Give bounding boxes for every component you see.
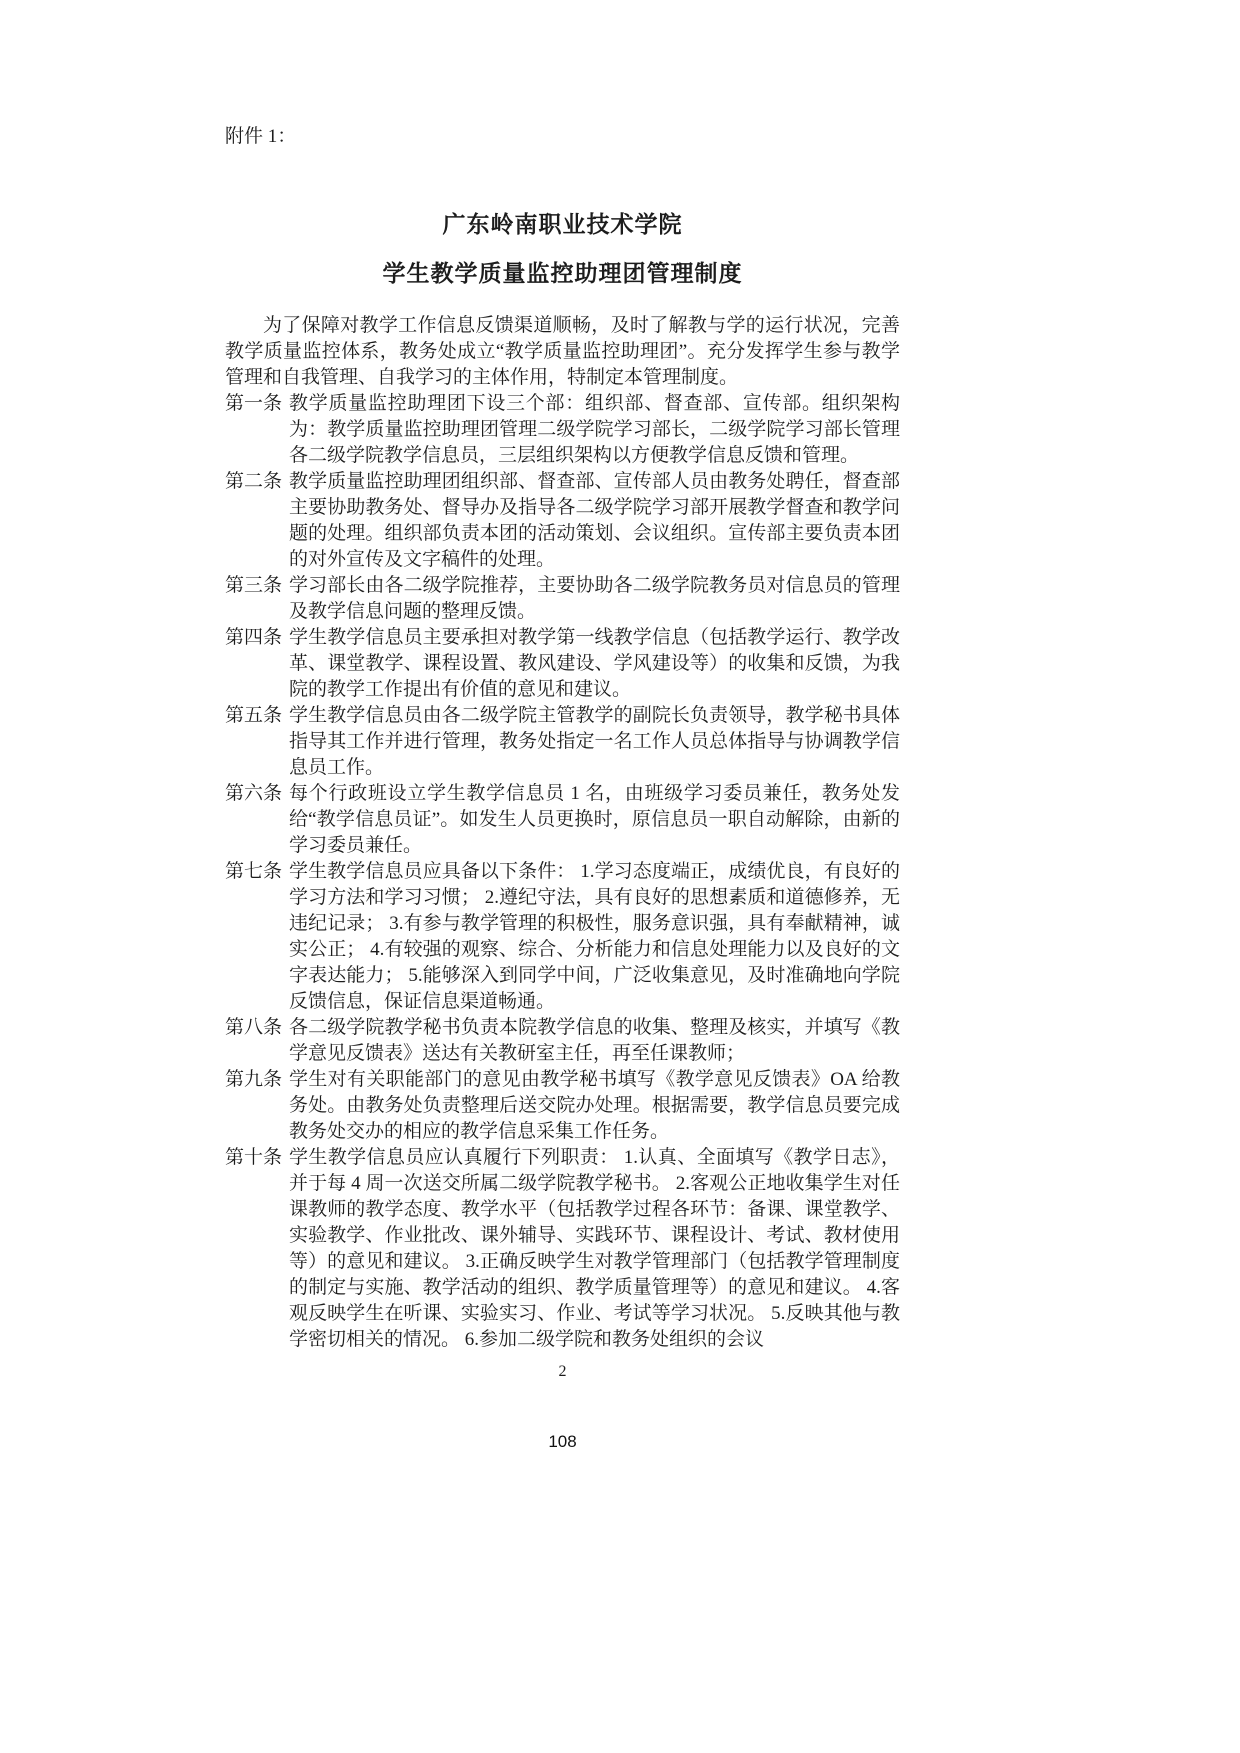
article-label: 第三条 — [225, 575, 283, 596]
article-label: 第四条 — [225, 627, 283, 648]
article-text: 学生教学信息员应具备以下条件： 1.学习态度端正，成绩优良，有良好的学习方法和学习习惯； 2.遵纪守法，具有良好的思想素质和道德修养，无违纪记录； 3.有参与教学管理的积极性，服务意识强，具有奉献精神，诚实公正； 4.有较强的观察、综合、分析能力和信息处理能力以及良好的文字表达能力； 5.能够深入到同学中间，广泛收集意见，及时准确地向学院反馈信息，保证信息渠道畅通。 — [289, 861, 900, 1012]
article-item-3 — [225, 573, 900, 625]
article-text: 每个行政班设立学生教学信息员 1 名，由班级学习委员兼任，教务处发给“教学信息员证”。如发生人员更换时，原信息员一职自动解除，由新的学习委员兼任。 — [289, 783, 900, 856]
document-subtitle: 学生教学质量监控助理团管理制度 — [382, 261, 743, 286]
article-text: 教学质量监控助理团下设三个部：组织部、督查部、宣传部。组织架构为：教学质量监控助理团管理二级学院学习部长，二级学院学习部长管理各二级学院教学信息员，三层组织架构以方便教学信息反馈和管理。 — [289, 393, 900, 466]
article-label: 第八条 — [225, 1017, 283, 1038]
document-title: 广东岭南职业技术学院 — [442, 212, 683, 237]
article-label: 第七条 — [225, 861, 283, 882]
article-text: 学生对有关职能部门的意见由教学秘书填写《教学意见反馈表》OA 给教务处。由教务处负责整理后送交院办处理。根据需要，教学信息员要完成教务处交办的相应的教学信息采集工作任务。 — [289, 1069, 900, 1142]
article-text: 各二级学院教学秘书负责本院教学信息的收集、整理及核实，并填写《教学意见反馈表》送达有关教研室主任，再至任课教师； — [289, 1017, 900, 1064]
article-item-7 — [225, 859, 900, 1015]
article-item-5 — [225, 703, 900, 781]
article-item-10 — [225, 1145, 900, 1353]
article-label: 第九条 — [225, 1069, 283, 1090]
article-text: 学习部长由各二级学院推荐，主要协助各二级学院教务员对信息员的管理及教学信息问题的整理反馈。 — [289, 575, 900, 622]
article-text: 学生教学信息员主要承担对教学第一线教学信息（包括教学运行、教学改革、课堂教学、课程设置、教风建设、学风建设等）的收集和反馈，为我院的教学工作提出有价值的意见和建议。 — [289, 627, 900, 700]
articles-list — [225, 391, 900, 1353]
article-label: 第六条 — [225, 783, 283, 804]
article-item-9 — [225, 1067, 900, 1145]
article-label: 第一条 — [225, 393, 283, 414]
article-text: 教学质量监控助理团组织部、督查部、宣传部人员由教务处聘任，督查部主要协助教务处、督导办及指导各二级学院学习部开展教学督查和教学问题的处理。组织部负责本团的活动策划、会议组织。宣传部主要负责本团的对外宣传及文字稿件的处理。 — [289, 471, 900, 570]
footer-page-number: 108 — [548, 1432, 577, 1451]
intro-paragraph: 为了保障对教学工作信息反馈渠道顺畅，及时了解教与学的运行状况，完善教学质量监控体系，教务处成立“教学质量监控助理团”。充分发挥学生参与教学管理和自我管理、自我学习的主体作用，特制定本管理制度。 — [225, 315, 900, 388]
article-item-1 — [225, 391, 900, 469]
article-label: 第十条 — [225, 1147, 283, 1168]
article-text: 学生教学信息员应认真履行下列职责： 1.认真、全面填写《教学日志》，并于每 4 周一次送交所属二级学院教学秘书。 2.客观公正地收集学生对任课教师的教学态度、教学水平（包括教学过程各环节：备课、课堂教学、实验教学、作业批改、课外辅导、实践环节、课程设计、考试、教材使用等）的意见和建议。 3.正确反映学生对教学管理部门（包括教学管理制度的制定与实施、教学活动的组织、教学质量管理等）的意见和建议。 4.客观反映学生在听课、实验实习、作业、考试等学习状况。 5.反映其他与教学密切相关的情况。 6.参加二级学院和教务处组织的会议 — [289, 1147, 900, 1350]
inner-page-number: 2 — [558, 1363, 567, 1380]
article-item-8 — [225, 1015, 900, 1067]
article-item-4 — [225, 625, 900, 703]
article-label: 第五条 — [225, 705, 283, 726]
attachment-label: 附件 1： — [225, 126, 297, 147]
document-content — [225, 0, 900, 1383]
article-item-6 — [225, 781, 900, 859]
article-text: 学生教学信息员由各二级学院主管教学的副院长负责领导，教学秘书具体指导其工作并进行管理，教务处指定一名工作人员总体指导与协调教学信息员工作。 — [289, 705, 900, 778]
article-item-2 — [225, 469, 900, 573]
article-label: 第二条 — [225, 471, 283, 492]
